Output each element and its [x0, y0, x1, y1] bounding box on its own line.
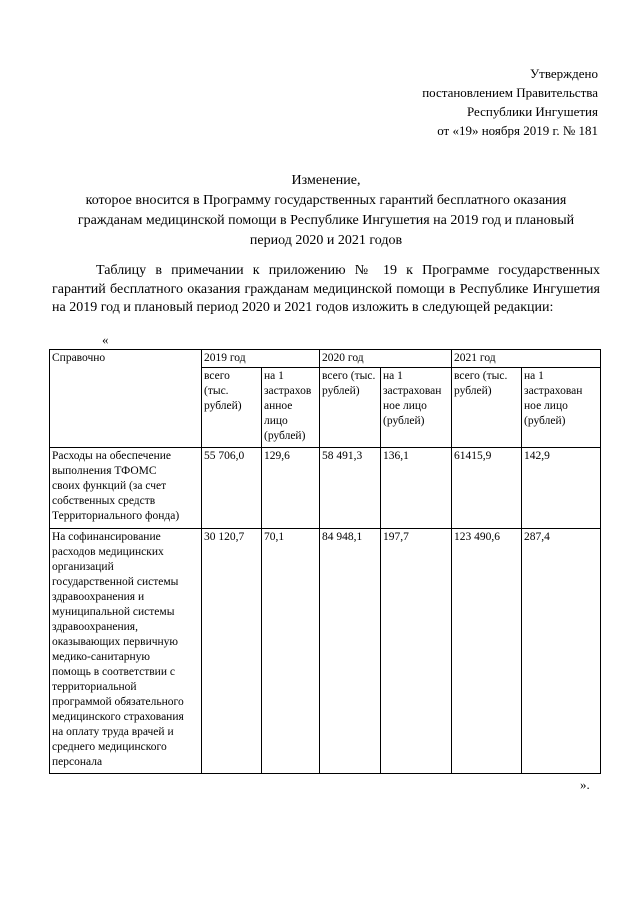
title-line: которое вносится в Программу государственных гарантий бесплатного оказания	[85, 193, 567, 208]
table-row	[50, 448, 601, 529]
subheader-cell: на 1 застрахован ное лицо (рублей)	[381, 368, 452, 448]
body-paragraph: Таблицу в примечании к приложению № 19 к Программе государственных гарантий бесплатного оказания гражданам медицинской помощи в Республике Ингушетия на 2019 год и плановый период 2020 и 2021 годов изложить в следующей редакции:	[52, 263, 600, 315]
subheader-cell: всего (тыс. рублей)	[452, 368, 522, 448]
approval-line: Республики Ингушетия	[466, 104, 598, 119]
approval-line: Утверждено	[529, 66, 598, 81]
table-header-row	[50, 350, 601, 368]
reference-table	[49, 349, 601, 774]
value-cell: 61415,9	[452, 448, 522, 529]
subheader-cell: всего (тыс. рублей)	[202, 368, 262, 448]
approval-date-line: от «19» ноября 2019 г. № 181	[437, 123, 598, 138]
subheader-cell: всего (тыс. рублей)	[320, 368, 381, 448]
value-cell: 58 491,3	[320, 448, 381, 529]
row-label-cell: На софинансирование расходов медицинских организаций государственной системы здравоохранения и муниципальной системы здравоохранения, оказывающих первичную медико-санитарную помощь в соответствии с территориальной программой обязательного медицинского страхования на оплату труда врачей и среднего медицинского персонала	[50, 529, 202, 774]
approval-line: постановлением Правительства	[422, 85, 598, 100]
value-cell: 123 490,6	[452, 529, 522, 774]
header-label-cell: Справочно	[50, 350, 202, 448]
header-year-2021: 2021 год	[452, 350, 601, 368]
document-title	[52, 171, 600, 251]
title-line: гражданам медицинской помощи в Республике Ингушетия на 2019 год и плановый	[77, 213, 575, 228]
value-cell: 136,1	[381, 448, 452, 529]
value-cell: 30 120,7	[202, 529, 262, 774]
value-cell: 287,4	[522, 529, 601, 774]
value-cell: 84 948,1	[320, 529, 381, 774]
value-cell: 55 706,0	[202, 448, 262, 529]
table-row	[50, 529, 601, 774]
subheader-cell: на 1 застрахован ное лицо (рублей)	[522, 368, 601, 448]
value-cell: 70,1	[262, 529, 320, 774]
value-cell: 142,9	[522, 448, 601, 529]
header-year-2019: 2019 год	[202, 350, 320, 368]
title-line: период 2020 и 2021 годов	[249, 233, 403, 248]
value-cell: 129,6	[262, 448, 320, 529]
subheader-cell: на 1 застрахов анное лицо (рублей)	[262, 368, 320, 448]
value-cell: 197,7	[381, 529, 452, 774]
header-year-2020: 2020 год	[320, 350, 452, 368]
title-line: Изменение,	[291, 173, 361, 188]
row-label-cell: Расходы на обеспечение выполнения ТФОМС своих функций (за счет собственных средств Территориального фонда)	[50, 448, 202, 529]
approval-block	[422, 64, 598, 140]
closing-quote: ».	[580, 777, 590, 792]
opening-quote: «	[102, 332, 109, 347]
